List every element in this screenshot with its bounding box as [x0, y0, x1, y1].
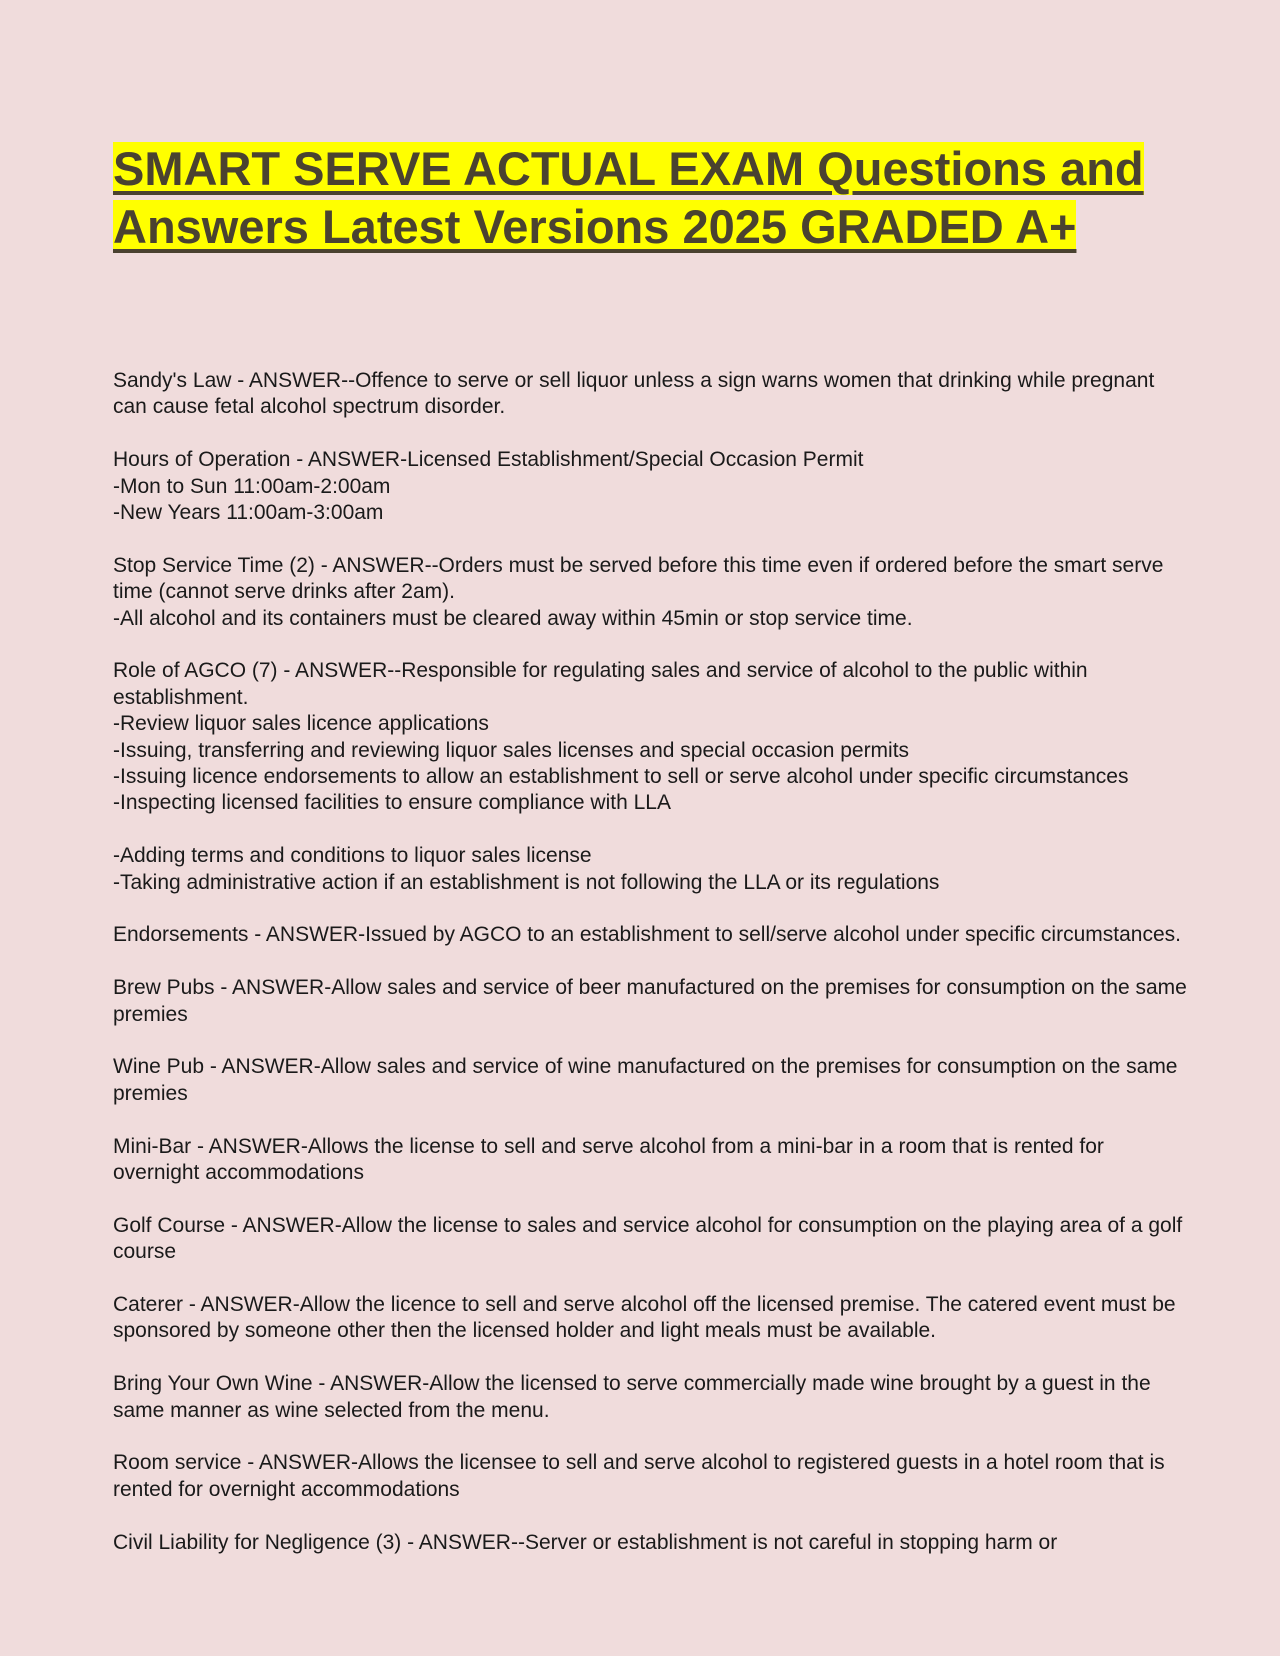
qa-paragraph	[113, 1134, 1193, 1187]
qa-paragraph	[113, 1530, 1193, 1556]
document-title	[113, 140, 1193, 256]
paragraph-line: Stop Service Time (2) - ANSWER--Orders must be served before this time even if ordered before the smart serve time (cannot serve drinks after 2am).	[113, 553, 1170, 604]
paragraph-line: Room service - ANSWER-Allows the licensee to sell and serve alcohol to registered guests in a hotel room that is rented for overnight accommodations	[113, 1451, 1171, 1501]
paragraph-line: Sandy's Law - ANSWER--Offence to serve or sell liquor unless a sign warns women that drinking while pregnant can cause fetal alcohol spectrum disorder.	[113, 369, 1161, 419]
paragraph-line: Brew Pubs - ANSWER-Allow sales and service of beer manufactured on the premises for consumption on the same premies	[113, 976, 1193, 1026]
document-body	[113, 368, 1193, 1582]
paragraph-line: -Issuing, transferring and reviewing liquor sales licenses and special occasion permits	[113, 738, 910, 762]
paragraph-line: Civil Liability for Negligence (3) - ANSWER--Server or establishment is not careful in stopping harm or	[113, 1530, 1058, 1554]
qa-paragraph	[113, 1292, 1193, 1345]
paragraph-line: Endorsements - ANSWER-Issued by AGCO to an establishment to sell/serve alcohol under specific circumstances.	[113, 923, 1181, 947]
paragraph-line: Role of AGCO (7) - ANSWER--Responsible for regulating sales and service of alcohol to the public within establishment.	[113, 659, 1094, 709]
paragraph-line: -Issuing licence endorsements to allow an establishment to sell or serve alcohol under specific circumstances	[113, 765, 1129, 789]
qa-paragraph	[113, 553, 1193, 632]
qa-paragraph	[113, 1054, 1193, 1107]
qa-paragraph	[113, 658, 1193, 816]
paragraph-line: Caterer - ANSWER-Allow the licence to sell and serve alcohol off the licensed premise. The catered event must be sponsored by someone other then the licensed holder and light meals must be available.	[113, 1293, 1182, 1343]
paragraph-line: -Adding terms and conditions to liquor sales license	[113, 844, 592, 868]
paragraph-line: -Mon to Sun 11:00am-2:00am	[113, 474, 391, 498]
paragraph-line: Hours of Operation - ANSWER-Licensed Establishment/Special Occasion Permit	[113, 448, 864, 472]
paragraph-line: Golf Course - ANSWER-Allow the license to sales and service alcohol for consumption on the playing area of a golf course	[113, 1213, 1189, 1264]
qa-paragraph	[113, 368, 1193, 421]
qa-paragraph	[113, 843, 1193, 896]
qa-paragraph	[113, 1450, 1193, 1503]
paragraph-line: Bring Your Own Wine - ANSWER-Allow the licensed to serve commercially made wine brought by a guest in the same manner as wine selected from the menu.	[113, 1372, 1157, 1422]
paragraph-line: Mini-Bar - ANSWER-Allows the license to sell and serve alcohol from a mini-bar in a room that is rented for overnight accommodations	[113, 1134, 1110, 1185]
qa-paragraph	[113, 1213, 1193, 1266]
paragraph-line: -Review liquor sales licence applications	[113, 712, 489, 736]
paragraph-line: -New Years 11:00am-3:00am	[113, 501, 384, 525]
paragraph-line: Wine Pub - ANSWER-Allow sales and service of wine manufactured on the premises for consumption on the same premies	[113, 1055, 1184, 1105]
qa-paragraph	[113, 447, 1193, 526]
title-text: SMART SERVE ACTUAL EXAM Questions and Answers Latest Versions 2025 GRADED A+	[113, 142, 1144, 253]
paragraph-line: -Taking administrative action if an establishment is not following the LLA or its regulations	[113, 870, 940, 894]
qa-paragraph	[113, 922, 1193, 948]
qa-paragraph	[113, 1371, 1193, 1424]
qa-paragraph	[113, 975, 1193, 1028]
paragraph-line: -All alcohol and its containers must be cleared away within 45min or stop service time.	[113, 606, 913, 630]
paragraph-line: -Inspecting licensed facilities to ensure compliance with LLA	[113, 791, 671, 815]
